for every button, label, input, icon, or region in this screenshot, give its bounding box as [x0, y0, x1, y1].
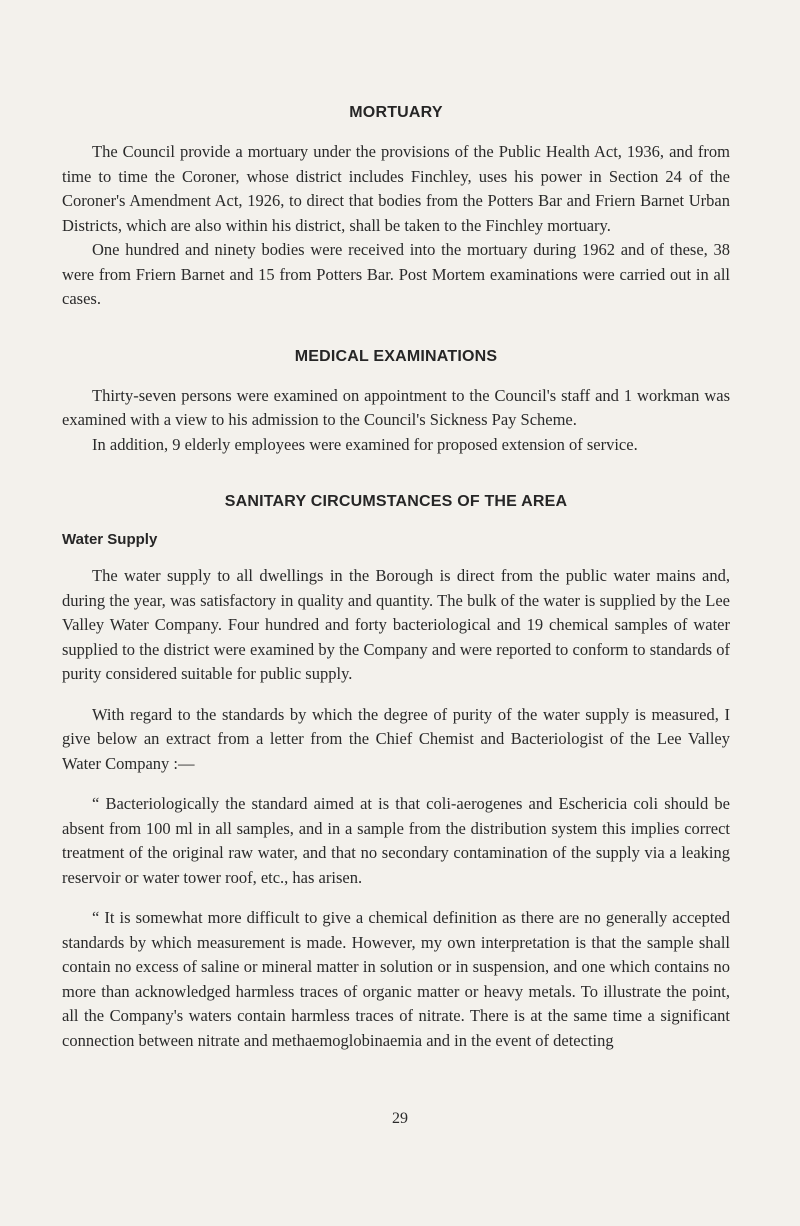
quote-paragraph-2: “ It is somewhat more difficult to give a chemical definition as there are no generally accepted standards by which measurement is made. However, my own interpretation is that the sample shall contain no excess of saline or mineral matter in solution or in suspension, and one which contains no more than acknowledged harmless traces of organic matter or heavy metals. To illustrate the point, all the Company's waters contain harmless traces of nitrate. There is at the same time a significant connection between nitrate and methaemoglobinaemia and in the event of detecting: [62, 908, 730, 1050]
heading-spacer: [62, 511, 730, 531]
medical-paragraph-1: Thirty-seven persons were examined on appointment to the Council's staff and 1 workman was examined with a view to his admission to the Council's Sickness Pay Scheme.: [62, 385, 730, 429]
paragraph-spacer: [62, 687, 730, 703]
mortuary-paragraph-1: The Council provide a mortuary under the provisions of the Public Health Act, 1936, and from time to time the Coroner, whose district includes Finchley, uses his power in Section 24 of the Coroner's Amendment Act, 1926, to direct that bodies from the Potters Bar and Friern Barnet Urban Districts, which are also within his district, shall be taken to the Finchley mortuary.: [62, 142, 730, 235]
water-supply-paragraph-1: The water supply to all dwellings in the Borough is direct from the public water mains and, during the year, was satisfactory in quality and quantity. The bulk of the water is supplied by the Lee Valley Water Company. Four hundred and forty bacteriological and 19 chemical samples of water supplied to the district were examined by the Company and were reported to conform to standards of purity considered suitable for public supply.: [62, 566, 730, 683]
subheading-spacer: [62, 548, 730, 564]
paragraph-spacer: [62, 776, 730, 792]
water-supply-subheading: Water Supply: [62, 531, 158, 548]
paragraph-spacer: [62, 890, 730, 906]
section-spacer: [62, 457, 730, 493]
water-supply-paragraph-2: With regard to the standards by which the degree of purity of the water supply is measured, I give below an extract from a letter from the Chief Chemist and Bacteriologist of the Lee Valley Water Company :—: [62, 704, 730, 773]
quote-paragraph-1: “ Bacteriologically the standard aimed at is that coli-aerogenes and Eschericia coli should be absent from 100 ml in all samples, and in a sample from the distribution system this implies correct treatment of the original raw water, and that no secondary contamination of the supply via a leaking reservoir or water tower roof, etc., has arisen.: [62, 794, 730, 887]
medical-examinations-heading: MEDICAL EXAMINATIONS: [294, 347, 498, 365]
page-number: 29: [392, 1110, 408, 1127]
mortuary-heading: MORTUARY: [349, 104, 443, 121]
medical-paragraph-2: In addition, 9 elderly employees were examined for proposed extension of service.: [92, 434, 638, 454]
mortuary-paragraph-2: One hundred and ninety bodies were received into the mortuary during 1962 and of these, 38 were from Friern Barnet and 15 from Potters Bar. Post Mortem examinations were carried out in all cases.: [62, 240, 730, 308]
heading-spacer: [62, 366, 730, 384]
section-spacer: [62, 312, 730, 348]
sanitary-circumstances-heading: SANITARY CIRCUMSTANCES OF THE AREA: [224, 493, 568, 510]
